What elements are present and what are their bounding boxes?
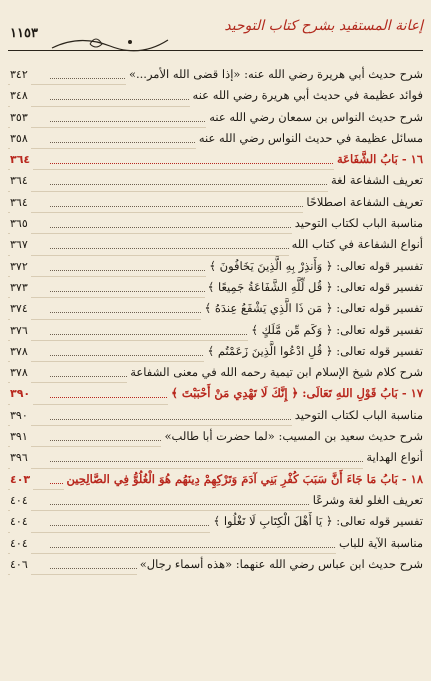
- toc-entry-page: ٣٧٦: [10, 320, 31, 341]
- page-header: [0, 0, 431, 58]
- toc-entry-title: شرح كلام شيخ الإسلام ابن تيمية رحمه الله في معنى الشفاعة: [127, 362, 423, 383]
- toc-entry-title: تفسير قوله تعالى: ﴿ وَكَم مِّن مَّلَكٍ ﴾: [248, 320, 423, 341]
- ornament-flourish-icon: [50, 30, 170, 52]
- page-number: ١١٥٣: [10, 26, 38, 41]
- toc-entry-row: [8, 554, 423, 575]
- toc-entry-page: ٣٤٢: [10, 64, 31, 85]
- toc-entry-row: [8, 107, 423, 128]
- toc-entry-title: شرح حديث ابن عباس رضي الله عنهما: «هذه أسماء رجال»: [137, 554, 423, 575]
- book-title: إعانة المستفيد بشرح كتاب التوحيد: [224, 18, 423, 34]
- toc-entry-page: ٤٠٤: [10, 511, 31, 532]
- toc-entry-page: ٣٧٢: [10, 256, 31, 277]
- toc-entry-title: مناسبة الباب لكتاب التوحيد: [292, 405, 423, 426]
- toc-entry-title: مسائل عظيمة في حديث النواس رضي الله عنه: [196, 128, 423, 149]
- toc-chapter-row: [8, 149, 423, 170]
- toc-entry-title: تفسير قوله تعالى: ﴿ يَا أَهْلَ الْكِتَابِ لَا تَغْلُوا ﴾: [210, 511, 423, 532]
- toc-entry-page: ٣٦٧: [10, 234, 31, 255]
- toc-entry-page: ٣٦٤: [10, 170, 31, 191]
- toc-entry-row: [8, 490, 423, 511]
- toc-entry-title: شرح حديث النواس بن سمعان رضي الله عنه: [206, 107, 423, 128]
- toc-entry-row: [8, 320, 423, 341]
- toc-entry-title: مناسبة الآية للباب: [336, 533, 423, 554]
- toc-entry-title: شرح حديث سعيد بن المسيب: «لما حضرت أبا طالب»: [161, 426, 423, 447]
- toc-entry-title: شرح حديث أبي هريرة رضي الله عنه: «إذا قضى الله الأمر...»: [126, 64, 423, 85]
- toc-entry-title: تفسير قوله تعالى: ﴿ وَأَنذِرْ بِهِ الَّذِينَ يَخَافُونَ ﴾: [206, 256, 423, 277]
- toc-entry-row: [8, 85, 423, 106]
- toc-chapter-row: [8, 469, 423, 490]
- toc-entry-row: [8, 341, 423, 362]
- toc-entry-page: ٣٩١: [10, 426, 31, 447]
- toc-entry-row: [8, 170, 423, 191]
- toc-entry-title: فوائد عظيمة في حديث أبي هريرة رضي الله عنه: [190, 85, 423, 106]
- toc-entry-row: [8, 362, 423, 383]
- toc-entry-title: تفسير قوله تعالى: ﴿ مَن ذَا الَّذِي يَشْفَعُ عِندَهُ ﴾: [201, 298, 423, 319]
- toc-entry-page: ٣٧٨: [10, 362, 31, 383]
- toc-entry-row: [8, 298, 423, 319]
- toc-entry-row: [8, 128, 423, 149]
- toc-entry-title: ١٨ - بَابُ مَا جَاءَ أَنَّ سَبَبَ كُفْرِ بَنِي آدَمَ وَتَرْكِهِمْ دِينَهُم هُوَ الْغُلُوُّ فِي الصَّالِحِين: [64, 469, 423, 490]
- toc-entry-row: [8, 192, 423, 213]
- toc-entry-page: ٣٩٦: [10, 447, 31, 468]
- toc-entry-title: تفسير قوله تعالى: ﴿ قُلِ ادْعُوا الَّذِينَ زَعَمْتُم ﴾: [204, 341, 423, 362]
- toc-entry-page: ٣٩٠: [10, 405, 31, 426]
- toc-entry-title: أنواع الهداية: [363, 447, 423, 468]
- toc-entry-title: ١٦ - بَابُ الشَّفَاعَة: [334, 149, 423, 170]
- toc-entry-title: أنواع الشفاعة في كتاب الله: [289, 234, 423, 255]
- toc-entry-page: ٤٠٤: [10, 533, 31, 554]
- toc-entry-row: [8, 234, 423, 255]
- toc-entry-title: تعريف الشفاعة لغة: [328, 170, 423, 191]
- toc-entry-page: ٣٧٨: [10, 341, 31, 362]
- header-rule: [8, 50, 423, 51]
- toc-entry-row: [8, 213, 423, 234]
- toc-entry-title: ١٧ - بَابُ قَوْلِ اللهِ تَعَالَى: ﴿ إِنَّكَ لَا تَهْدِي مَنْ أَحْبَبْتَ ﴾: [168, 383, 423, 404]
- toc-entry-row: [8, 511, 423, 532]
- toc-entry-page: ٣٧٣: [10, 277, 31, 298]
- toc-entry-title: تعريف الشفاعة اصطلاحًا: [303, 192, 423, 213]
- toc-entry-page: ٣٩٠: [10, 383, 33, 404]
- toc-entry-page: ٣٦٤: [10, 192, 31, 213]
- toc-entry-row: [8, 256, 423, 277]
- toc-entry-row: [8, 447, 423, 468]
- toc-entry-row: [8, 64, 423, 85]
- toc-entry-page: ٣٥٣: [10, 107, 31, 128]
- toc-entry-page: ٣٦٥: [10, 213, 31, 234]
- toc-entry-title: مناسبة الباب لكتاب التوحيد: [292, 213, 423, 234]
- toc-entry-page: ٤٠٣: [10, 469, 33, 490]
- toc-entry-row: [8, 426, 423, 447]
- table-of-contents: [8, 64, 423, 575]
- toc-entry-page: ٣٦٤: [10, 149, 33, 170]
- toc-entry-title: تعريف الغلو لغة وشرعًا: [310, 490, 423, 511]
- toc-entry-row: [8, 405, 423, 426]
- toc-entry-page: ٣٤٨: [10, 85, 31, 106]
- toc-chapter-row: [8, 383, 423, 404]
- toc-entry-row: [8, 533, 423, 554]
- toc-entry-page: ٣٧٤: [10, 298, 31, 319]
- toc-entry-page: ٤٠٤: [10, 490, 31, 511]
- toc-entry-page: ٤٠٦: [10, 554, 31, 575]
- toc-entry-row: [8, 277, 423, 298]
- toc-entry-title: تفسير قوله تعالى: ﴿ قُل لِّلَّهِ الشَّفَاعَةُ جَمِيعًا ﴾: [205, 277, 423, 298]
- toc-entry-page: ٣٥٨: [10, 128, 31, 149]
